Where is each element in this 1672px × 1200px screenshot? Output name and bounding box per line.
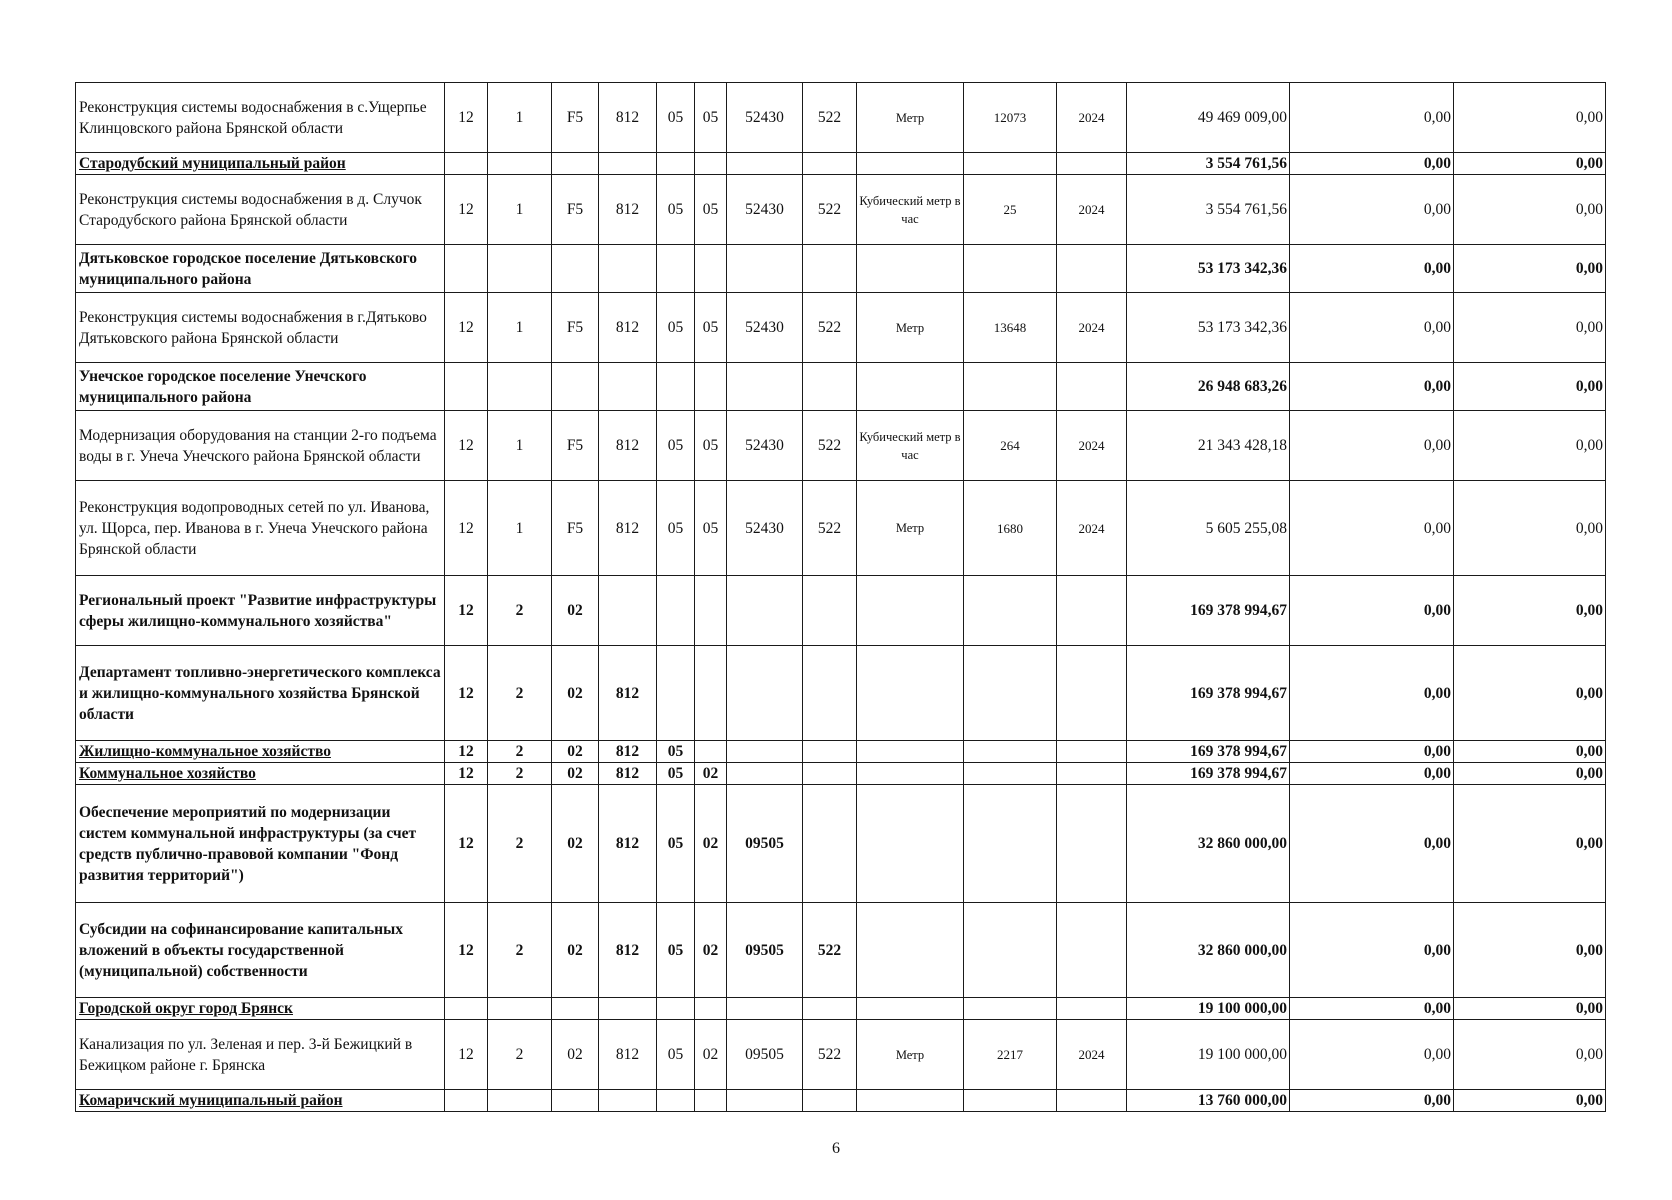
cell-sum-2: 0,00 bbox=[1290, 763, 1454, 785]
cell-unit: Метр bbox=[857, 481, 964, 576]
cell-code-7 bbox=[727, 1090, 803, 1112]
cell-year: 2024 bbox=[1057, 1020, 1127, 1090]
cell-code-1: 12 bbox=[445, 646, 488, 741]
cell-sum-1: 169 378 994,67 bbox=[1127, 741, 1290, 763]
cell-unit bbox=[857, 153, 964, 175]
cell-code-2 bbox=[488, 363, 552, 411]
cell-unit bbox=[857, 576, 964, 646]
cell-sum-2: 0,00 bbox=[1290, 903, 1454, 998]
cell-code-7: 09505 bbox=[727, 903, 803, 998]
cell-sum-3: 0,00 bbox=[1454, 576, 1606, 646]
cell-code-4: 812 bbox=[599, 175, 657, 245]
cell-code-7: 52430 bbox=[727, 411, 803, 481]
cell-code-3: 02 bbox=[552, 763, 599, 785]
cell-code-6: 05 bbox=[695, 175, 727, 245]
cell-code-1 bbox=[445, 153, 488, 175]
cell-sum-2: 0,00 bbox=[1290, 576, 1454, 646]
cell-code-6 bbox=[695, 1090, 727, 1112]
cell-code-5 bbox=[657, 153, 695, 175]
cell-code-5: 05 bbox=[657, 903, 695, 998]
cell-row-name: Реконструкция системы водоснабжения в с.Ущерпье Клинцовского района Брянской области bbox=[76, 83, 445, 153]
cell-code-4 bbox=[599, 153, 657, 175]
cell-code-1: 12 bbox=[445, 903, 488, 998]
cell-code-8 bbox=[803, 998, 857, 1020]
cell-quantity: 1680 bbox=[964, 481, 1057, 576]
cell-code-8 bbox=[803, 576, 857, 646]
cell-code-3 bbox=[552, 363, 599, 411]
cell-unit: Метр bbox=[857, 83, 964, 153]
cell-code-8 bbox=[803, 646, 857, 741]
cell-code-4 bbox=[599, 576, 657, 646]
cell-sum-2: 0,00 bbox=[1290, 741, 1454, 763]
cell-code-1: 12 bbox=[445, 175, 488, 245]
cell-code-2: 1 bbox=[488, 481, 552, 576]
cell-code-4: 812 bbox=[599, 646, 657, 741]
cell-code-2: 2 bbox=[488, 785, 552, 903]
cell-code-8 bbox=[803, 763, 857, 785]
cell-code-7 bbox=[727, 576, 803, 646]
cell-code-1: 12 bbox=[445, 83, 488, 153]
cell-code-8 bbox=[803, 741, 857, 763]
cell-year bbox=[1057, 903, 1127, 998]
cell-code-8 bbox=[803, 1090, 857, 1112]
cell-code-3: 02 bbox=[552, 1020, 599, 1090]
cell-code-3: 02 bbox=[552, 576, 599, 646]
cell-code-6 bbox=[695, 363, 727, 411]
table-row bbox=[76, 83, 1606, 153]
cell-code-7 bbox=[727, 998, 803, 1020]
cell-code-5: 05 bbox=[657, 175, 695, 245]
cell-code-4: 812 bbox=[599, 83, 657, 153]
table-row bbox=[76, 363, 1606, 411]
cell-code-3: F5 bbox=[552, 83, 599, 153]
cell-quantity bbox=[964, 576, 1057, 646]
cell-code-8: 522 bbox=[803, 83, 857, 153]
cell-code-4: 812 bbox=[599, 1020, 657, 1090]
cell-unit bbox=[857, 903, 964, 998]
cell-year bbox=[1057, 763, 1127, 785]
table-row bbox=[76, 1090, 1606, 1112]
cell-code-3 bbox=[552, 998, 599, 1020]
cell-code-2 bbox=[488, 1090, 552, 1112]
cell-row-name: Жилищно-коммунальное хозяйство bbox=[76, 741, 445, 763]
cell-code-6 bbox=[695, 153, 727, 175]
cell-code-7 bbox=[727, 763, 803, 785]
cell-code-3: 02 bbox=[552, 646, 599, 741]
cell-code-4 bbox=[599, 1090, 657, 1112]
cell-code-1: 12 bbox=[445, 293, 488, 363]
cell-code-3: 02 bbox=[552, 785, 599, 903]
cell-unit: Метр bbox=[857, 293, 964, 363]
cell-code-6 bbox=[695, 245, 727, 293]
cell-code-1: 12 bbox=[445, 481, 488, 576]
cell-code-3 bbox=[552, 153, 599, 175]
cell-code-6: 02 bbox=[695, 1020, 727, 1090]
cell-quantity bbox=[964, 998, 1057, 1020]
cell-code-5: 05 bbox=[657, 741, 695, 763]
cell-sum-3: 0,00 bbox=[1454, 1020, 1606, 1090]
cell-code-5: 05 bbox=[657, 411, 695, 481]
cell-code-2 bbox=[488, 998, 552, 1020]
cell-code-4: 812 bbox=[599, 763, 657, 785]
cell-sum-3: 0,00 bbox=[1454, 785, 1606, 903]
cell-code-5 bbox=[657, 646, 695, 741]
cell-code-6: 05 bbox=[695, 481, 727, 576]
cell-sum-3: 0,00 bbox=[1454, 998, 1606, 1020]
cell-code-2: 2 bbox=[488, 763, 552, 785]
cell-sum-2: 0,00 bbox=[1290, 175, 1454, 245]
cell-unit: Кубический метр в час bbox=[857, 411, 964, 481]
cell-code-2: 1 bbox=[488, 175, 552, 245]
cell-unit bbox=[857, 363, 964, 411]
cell-code-3: F5 bbox=[552, 175, 599, 245]
cell-code-7 bbox=[727, 245, 803, 293]
cell-code-2: 2 bbox=[488, 741, 552, 763]
cell-code-6: 02 bbox=[695, 903, 727, 998]
cell-year bbox=[1057, 741, 1127, 763]
table-body bbox=[76, 83, 1606, 1112]
cell-quantity bbox=[964, 363, 1057, 411]
cell-code-8: 522 bbox=[803, 411, 857, 481]
cell-row-name: Канализация по ул. Зеленая и пер. 3-й Бежицкий в Бежицком районе г. Брянска bbox=[76, 1020, 445, 1090]
table-row bbox=[76, 1020, 1606, 1090]
cell-quantity: 2217 bbox=[964, 1020, 1057, 1090]
cell-year bbox=[1057, 998, 1127, 1020]
cell-quantity bbox=[964, 646, 1057, 741]
cell-code-4 bbox=[599, 998, 657, 1020]
cell-sum-2: 0,00 bbox=[1290, 1020, 1454, 1090]
cell-code-6: 05 bbox=[695, 411, 727, 481]
cell-code-5: 05 bbox=[657, 481, 695, 576]
table-row bbox=[76, 998, 1606, 1020]
cell-code-6 bbox=[695, 998, 727, 1020]
cell-code-1: 12 bbox=[445, 763, 488, 785]
cell-code-2: 1 bbox=[488, 293, 552, 363]
cell-row-name: Модернизация оборудования на станции 2-го подъема воды в г. Унеча Унечского района Брянской области bbox=[76, 411, 445, 481]
cell-sum-1: 53 173 342,36 bbox=[1127, 293, 1290, 363]
cell-code-8 bbox=[803, 785, 857, 903]
cell-year bbox=[1057, 363, 1127, 411]
cell-year: 2024 bbox=[1057, 293, 1127, 363]
cell-year bbox=[1057, 245, 1127, 293]
cell-unit bbox=[857, 1090, 964, 1112]
cell-sum-1: 21 343 428,18 bbox=[1127, 411, 1290, 481]
cell-code-7: 09505 bbox=[727, 1020, 803, 1090]
cell-sum-2: 0,00 bbox=[1290, 785, 1454, 903]
cell-row-name: Стародубский муниципальный район bbox=[76, 153, 445, 175]
cell-code-2: 2 bbox=[488, 1020, 552, 1090]
cell-unit bbox=[857, 245, 964, 293]
cell-sum-3: 0,00 bbox=[1454, 153, 1606, 175]
cell-code-8: 522 bbox=[803, 903, 857, 998]
cell-sum-3: 0,00 bbox=[1454, 83, 1606, 153]
cell-sum-3: 0,00 bbox=[1454, 363, 1606, 411]
cell-quantity bbox=[964, 1090, 1057, 1112]
cell-code-2: 2 bbox=[488, 646, 552, 741]
cell-quantity: 13648 bbox=[964, 293, 1057, 363]
cell-quantity bbox=[964, 245, 1057, 293]
cell-sum-1: 19 100 000,00 bbox=[1127, 1020, 1290, 1090]
table-row bbox=[76, 741, 1606, 763]
cell-quantity bbox=[964, 741, 1057, 763]
cell-code-8 bbox=[803, 363, 857, 411]
cell-code-5 bbox=[657, 363, 695, 411]
cell-quantity: 25 bbox=[964, 175, 1057, 245]
cell-code-6: 05 bbox=[695, 83, 727, 153]
table-row bbox=[76, 245, 1606, 293]
cell-code-6 bbox=[695, 576, 727, 646]
cell-code-1: 12 bbox=[445, 785, 488, 903]
cell-code-5: 05 bbox=[657, 293, 695, 363]
cell-code-4: 812 bbox=[599, 741, 657, 763]
cell-code-2 bbox=[488, 153, 552, 175]
cell-year: 2024 bbox=[1057, 481, 1127, 576]
cell-sum-3: 0,00 bbox=[1454, 741, 1606, 763]
cell-code-1 bbox=[445, 998, 488, 1020]
cell-row-name: Обеспечение мероприятий по модернизации систем коммунальной инфраструктуры (за счет средств публично-правовой компании "Фонд развития территорий") bbox=[76, 785, 445, 903]
cell-sum-1: 5 605 255,08 bbox=[1127, 481, 1290, 576]
cell-quantity bbox=[964, 763, 1057, 785]
cell-sum-1: 19 100 000,00 bbox=[1127, 998, 1290, 1020]
table-row bbox=[76, 175, 1606, 245]
cell-quantity: 264 bbox=[964, 411, 1057, 481]
cell-sum-2: 0,00 bbox=[1290, 998, 1454, 1020]
table-row bbox=[76, 481, 1606, 576]
cell-code-7 bbox=[727, 741, 803, 763]
cell-code-3: 02 bbox=[552, 741, 599, 763]
cell-code-7 bbox=[727, 646, 803, 741]
cell-sum-1: 169 378 994,67 bbox=[1127, 576, 1290, 646]
cell-year bbox=[1057, 153, 1127, 175]
cell-unit bbox=[857, 998, 964, 1020]
cell-sum-3: 0,00 bbox=[1454, 411, 1606, 481]
table-row bbox=[76, 153, 1606, 175]
cell-code-1: 12 bbox=[445, 411, 488, 481]
cell-code-1 bbox=[445, 245, 488, 293]
cell-code-1: 12 bbox=[445, 576, 488, 646]
cell-quantity: 12073 bbox=[964, 83, 1057, 153]
cell-code-1 bbox=[445, 363, 488, 411]
cell-code-3 bbox=[552, 1090, 599, 1112]
cell-row-name: Реконструкция водопроводных сетей по ул. Иванова, ул. Щорса, пер. Иванова в г. Унеча Унечского района Брянской области bbox=[76, 481, 445, 576]
cell-sum-1: 3 554 761,56 bbox=[1127, 153, 1290, 175]
cell-code-3: F5 bbox=[552, 293, 599, 363]
cell-sum-2: 0,00 bbox=[1290, 1090, 1454, 1112]
cell-sum-2: 0,00 bbox=[1290, 153, 1454, 175]
cell-row-name: Субсидии на софинансирование капитальных вложений в объекты государственной (муниципальной) собственности bbox=[76, 903, 445, 998]
cell-code-2: 2 bbox=[488, 576, 552, 646]
cell-sum-3: 0,00 bbox=[1454, 763, 1606, 785]
cell-sum-1: 13 760 000,00 bbox=[1127, 1090, 1290, 1112]
cell-sum-1: 53 173 342,36 bbox=[1127, 245, 1290, 293]
cell-year bbox=[1057, 576, 1127, 646]
cell-row-name: Унечское городское поселение Унечского муниципального района bbox=[76, 363, 445, 411]
cell-code-4: 812 bbox=[599, 785, 657, 903]
cell-sum-2: 0,00 bbox=[1290, 411, 1454, 481]
cell-unit bbox=[857, 785, 964, 903]
cell-sum-2: 0,00 bbox=[1290, 481, 1454, 576]
cell-code-4: 812 bbox=[599, 293, 657, 363]
cell-code-6 bbox=[695, 741, 727, 763]
table-row bbox=[76, 903, 1606, 998]
cell-row-name: Региональный проект "Развитие инфраструктуры сферы жилищно-коммунального хозяйства" bbox=[76, 576, 445, 646]
cell-code-4 bbox=[599, 245, 657, 293]
cell-unit bbox=[857, 646, 964, 741]
table-row bbox=[76, 293, 1606, 363]
cell-row-name: Коммунальное хозяйство bbox=[76, 763, 445, 785]
cell-code-3: F5 bbox=[552, 481, 599, 576]
cell-code-7: 52430 bbox=[727, 83, 803, 153]
cell-code-8 bbox=[803, 245, 857, 293]
cell-sum-3: 0,00 bbox=[1454, 1090, 1606, 1112]
cell-code-6 bbox=[695, 646, 727, 741]
cell-row-name: Комаричский муниципальный район bbox=[76, 1090, 445, 1112]
cell-code-5 bbox=[657, 576, 695, 646]
cell-code-3: F5 bbox=[552, 411, 599, 481]
cell-code-5: 05 bbox=[657, 785, 695, 903]
cell-code-7: 09505 bbox=[727, 785, 803, 903]
budget-table bbox=[75, 82, 1606, 1112]
cell-code-8: 522 bbox=[803, 1020, 857, 1090]
cell-sum-1: 32 860 000,00 bbox=[1127, 785, 1290, 903]
cell-year: 2024 bbox=[1057, 83, 1127, 153]
cell-row-name: Реконструкция системы водоснабжения в г.Дятьково Дятьковского района Брянской области bbox=[76, 293, 445, 363]
cell-unit: Кубический метр в час bbox=[857, 175, 964, 245]
cell-sum-2: 0,00 bbox=[1290, 646, 1454, 741]
table-row bbox=[76, 411, 1606, 481]
cell-code-4: 812 bbox=[599, 481, 657, 576]
cell-code-5 bbox=[657, 1090, 695, 1112]
cell-quantity bbox=[964, 153, 1057, 175]
cell-code-8: 522 bbox=[803, 481, 857, 576]
cell-code-4: 812 bbox=[599, 903, 657, 998]
cell-sum-1: 169 378 994,67 bbox=[1127, 763, 1290, 785]
cell-sum-3: 0,00 bbox=[1454, 646, 1606, 741]
cell-unit bbox=[857, 763, 964, 785]
cell-sum-3: 0,00 bbox=[1454, 903, 1606, 998]
cell-year bbox=[1057, 1090, 1127, 1112]
cell-sum-1: 26 948 683,26 bbox=[1127, 363, 1290, 411]
cell-code-8 bbox=[803, 153, 857, 175]
cell-code-3: 02 bbox=[552, 903, 599, 998]
cell-sum-2: 0,00 bbox=[1290, 293, 1454, 363]
cell-code-7: 52430 bbox=[727, 175, 803, 245]
table-row bbox=[76, 763, 1606, 785]
cell-code-7: 52430 bbox=[727, 293, 803, 363]
cell-row-name: Городской округ город Брянск bbox=[76, 998, 445, 1020]
cell-year bbox=[1057, 646, 1127, 741]
cell-row-name: Департамент топливно-энергетического комплекса и жилищно-коммунального хозяйства Брянской области bbox=[76, 646, 445, 741]
cell-row-name: Реконструкция системы водоснабжения в д. Случок Стародубского района Брянской области bbox=[76, 175, 445, 245]
cell-sum-2: 0,00 bbox=[1290, 83, 1454, 153]
cell-sum-1: 32 860 000,00 bbox=[1127, 903, 1290, 998]
cell-code-7: 52430 bbox=[727, 481, 803, 576]
cell-code-5: 05 bbox=[657, 83, 695, 153]
cell-code-8: 522 bbox=[803, 293, 857, 363]
cell-code-1: 12 bbox=[445, 1020, 488, 1090]
cell-unit: Метр bbox=[857, 1020, 964, 1090]
cell-year: 2024 bbox=[1057, 411, 1127, 481]
table-row bbox=[76, 785, 1606, 903]
cell-code-5: 05 bbox=[657, 763, 695, 785]
cell-code-2 bbox=[488, 245, 552, 293]
page-number: 6 bbox=[832, 1140, 840, 1157]
cell-code-2: 2 bbox=[488, 903, 552, 998]
cell-code-4: 812 bbox=[599, 411, 657, 481]
table-row bbox=[76, 576, 1606, 646]
cell-unit bbox=[857, 741, 964, 763]
cell-sum-3: 0,00 bbox=[1454, 245, 1606, 293]
cell-code-5 bbox=[657, 998, 695, 1020]
cell-sum-1: 169 378 994,67 bbox=[1127, 646, 1290, 741]
cell-row-name: Дятьковское городское поселение Дятьковского муниципального района bbox=[76, 245, 445, 293]
cell-sum-1: 3 554 761,56 bbox=[1127, 175, 1290, 245]
cell-code-3 bbox=[552, 245, 599, 293]
cell-sum-2: 0,00 bbox=[1290, 363, 1454, 411]
cell-sum-2: 0,00 bbox=[1290, 245, 1454, 293]
cell-code-1: 12 bbox=[445, 741, 488, 763]
cell-code-2: 1 bbox=[488, 411, 552, 481]
cell-quantity bbox=[964, 785, 1057, 903]
cell-sum-3: 0,00 bbox=[1454, 481, 1606, 576]
cell-code-6: 05 bbox=[695, 293, 727, 363]
cell-code-1 bbox=[445, 1090, 488, 1112]
cell-code-2: 1 bbox=[488, 83, 552, 153]
cell-code-6: 02 bbox=[695, 785, 727, 903]
cell-code-8: 522 bbox=[803, 175, 857, 245]
cell-sum-3: 0,00 bbox=[1454, 293, 1606, 363]
cell-sum-1: 49 469 009,00 bbox=[1127, 83, 1290, 153]
cell-code-4 bbox=[599, 363, 657, 411]
cell-sum-3: 0,00 bbox=[1454, 175, 1606, 245]
cell-year: 2024 bbox=[1057, 175, 1127, 245]
cell-code-6: 02 bbox=[695, 763, 727, 785]
cell-code-5: 05 bbox=[657, 1020, 695, 1090]
table-row bbox=[76, 646, 1606, 741]
cell-year bbox=[1057, 785, 1127, 903]
cell-code-7 bbox=[727, 153, 803, 175]
cell-code-5 bbox=[657, 245, 695, 293]
cell-quantity bbox=[964, 903, 1057, 998]
cell-code-7 bbox=[727, 363, 803, 411]
